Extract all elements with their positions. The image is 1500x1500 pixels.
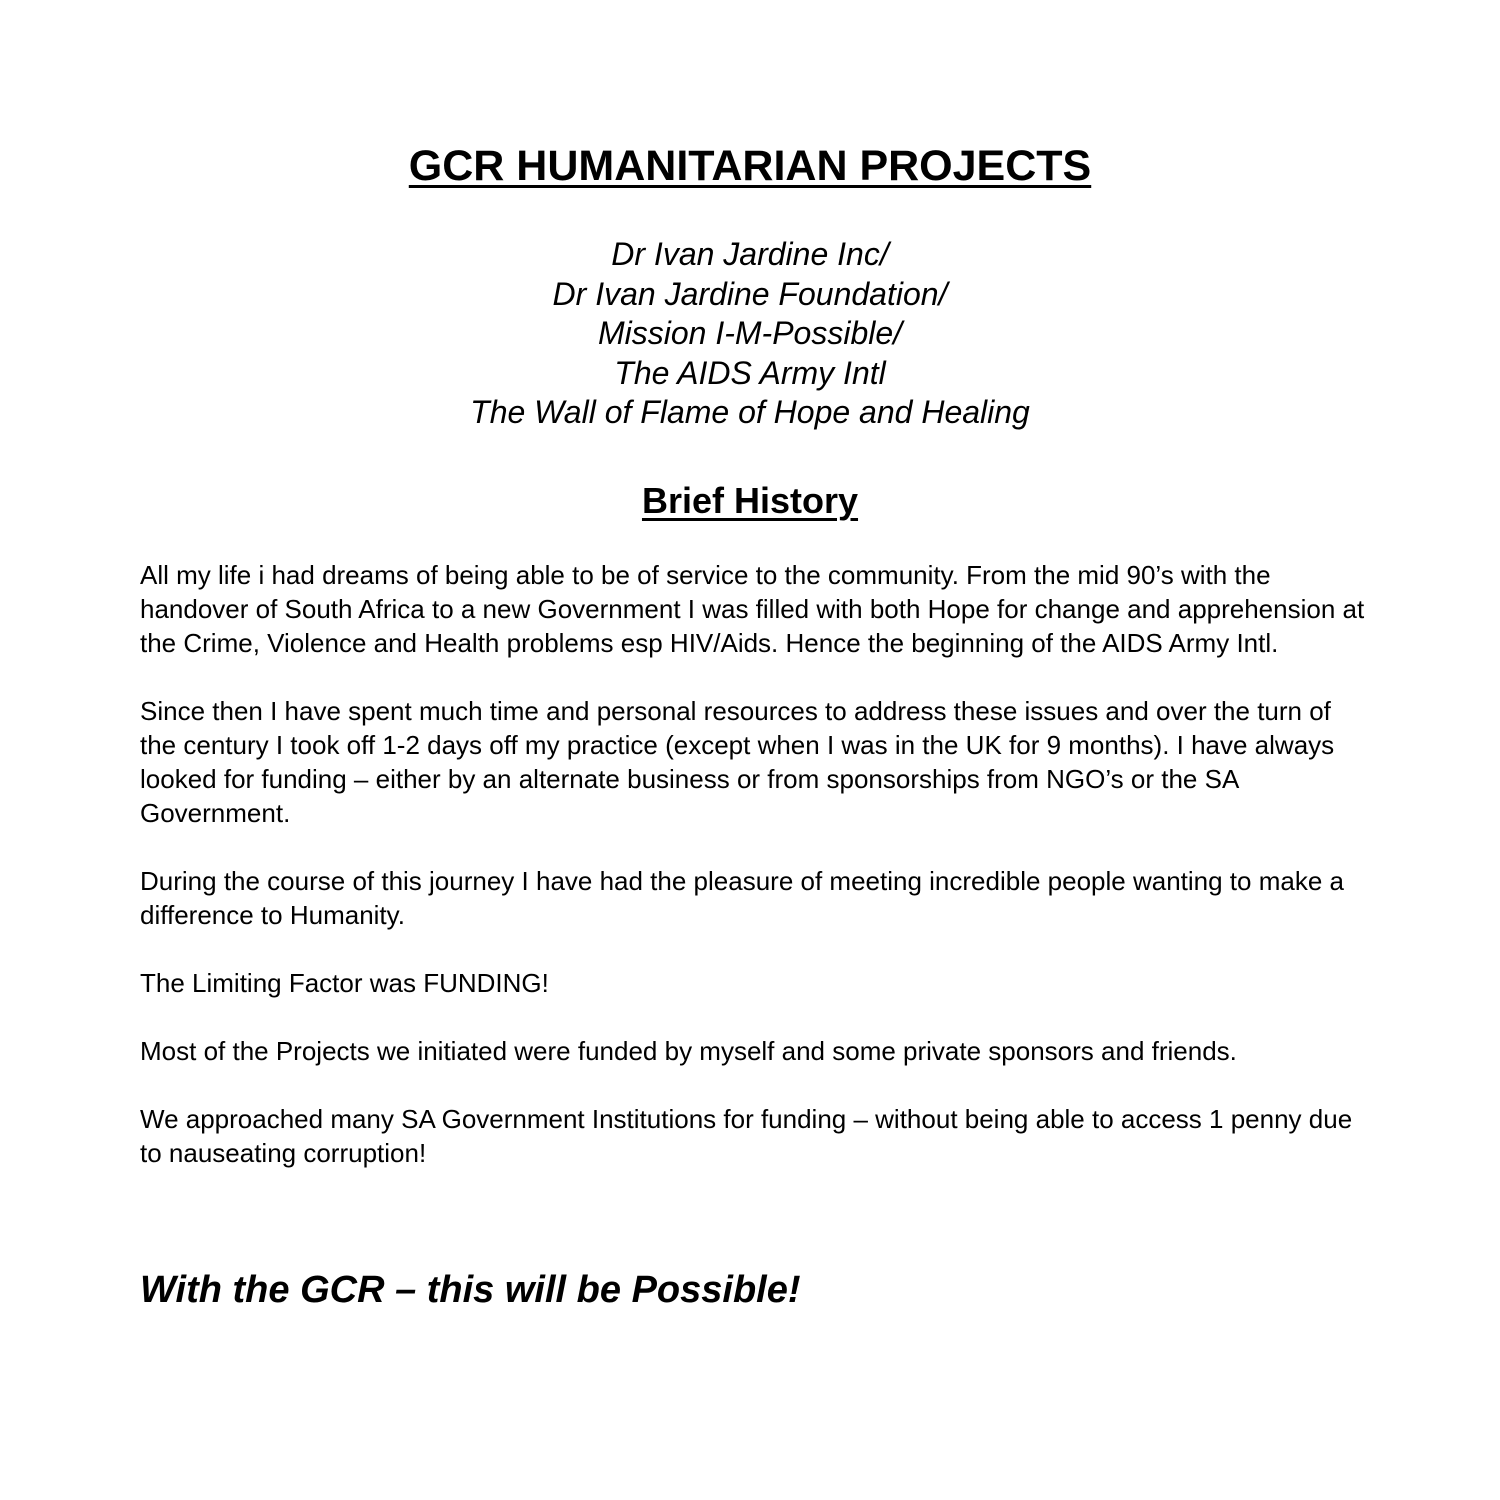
history-body — [140, 558, 1370, 1204]
section-heading-text: Brief History — [641, 480, 859, 521]
organization-line: Dr Ivan Jardine Inc/ — [611, 236, 889, 272]
organization-line: Dr Ivan Jardine Foundation/ — [552, 275, 948, 312]
paragraph: Since then I have spent much time and personal resources to address these issues and over the turn of the century I took off 1-2 days off my practice (except when I was in the UK for 9 months). I have always looked for funding – either by an alternate business or from sponsorships from NGO’s or the SA Government. — [140, 696, 1335, 828]
document-title — [0, 140, 1500, 192]
paragraph: During the course of this journey I have had the pleasure of meeting incredible people wanting to make a difference to Humanity. — [140, 866, 1344, 930]
document-title-text: GCR HUMANITARIAN PROJECTS — [408, 142, 1092, 190]
organization-line: The Wall of Flame of Hope and Healing — [470, 394, 1030, 430]
paragraph: All my life i had dreams of being able to be of service to the community. From the mid 90’s with the handover of South Africa to a new Government I was filled with both Hope for change and apprehension at the Crime, Violence and Health problems esp HIV/Aids. Hence the beginning of the AIDS Army Intl. — [140, 560, 1365, 658]
organization-line: Mission I-M-Possible/ — [597, 315, 903, 351]
paragraph: The Limiting Factor was FUNDING! — [140, 968, 549, 998]
paragraph: We approached many SA Government Institutions for funding – without being able to access 1 penny due to nauseating corruption! — [140, 1104, 1353, 1168]
organization-list — [0, 235, 1500, 433]
section-heading — [0, 478, 1500, 524]
organization-line: The AIDS Army Intl — [614, 354, 886, 391]
closing-statement: With the GCR – this will be Possible! — [140, 1269, 801, 1311]
paragraph: Most of the Projects we initiated were funded by myself and some private sponsors and friends. — [140, 1036, 1237, 1066]
